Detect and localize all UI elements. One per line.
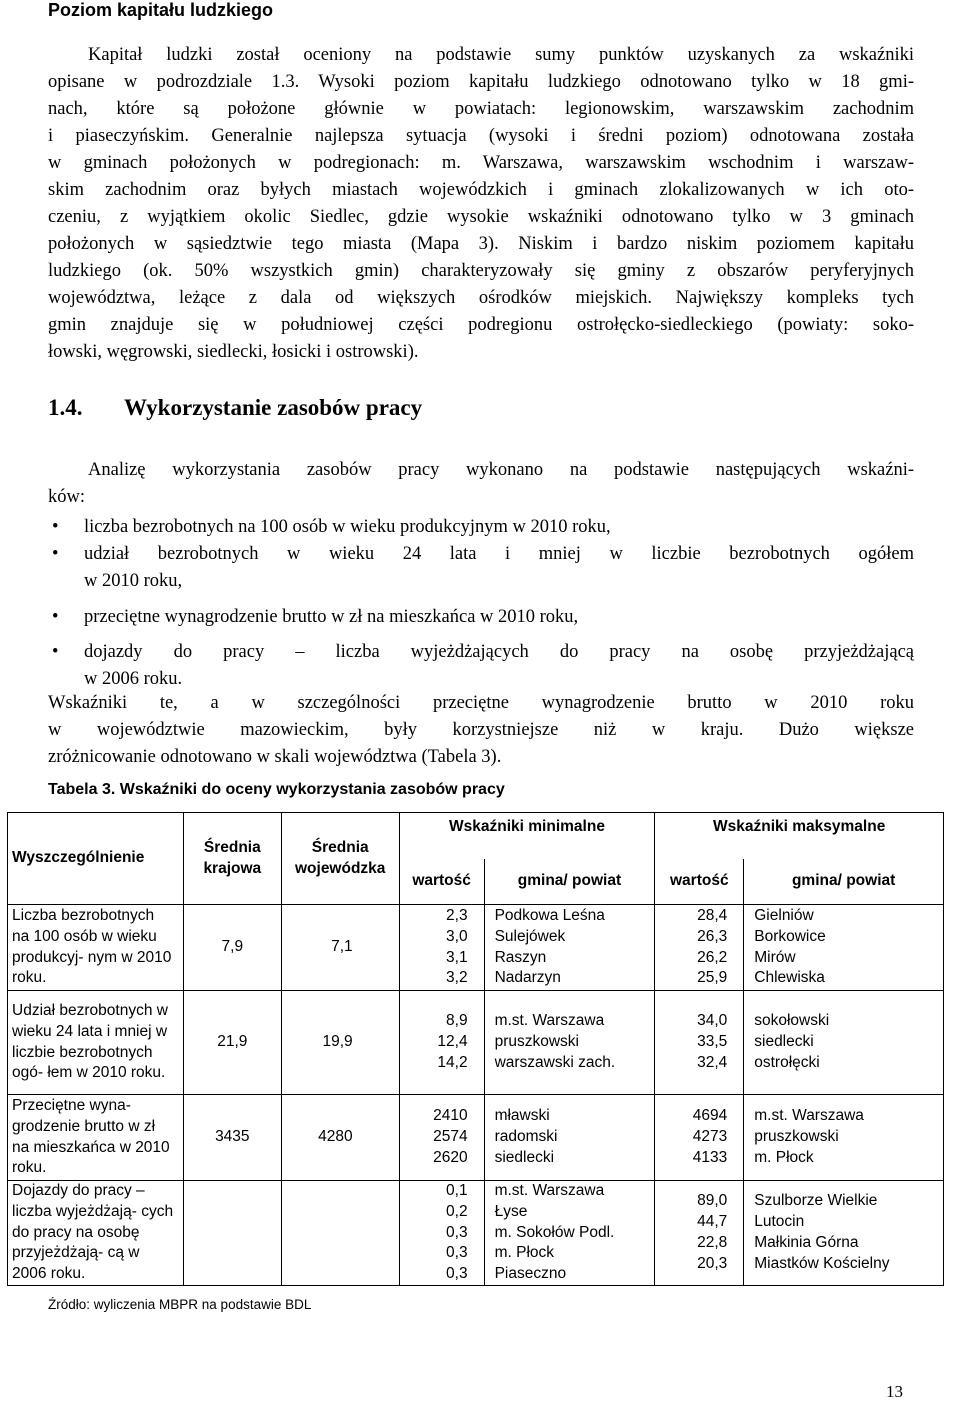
header-min-indicators: Wskaźniki minimalne: [399, 813, 655, 859]
cell-line: 0,3: [446, 1244, 468, 1262]
cell-line: 4694: [692, 1107, 728, 1125]
text-line: województwa, leżące z dala od większych ośrodków miejskich. Największy kompleks tych: [48, 288, 914, 308]
header-national-average: Średnia krajowa: [183, 813, 281, 905]
table-row: [8, 991, 944, 1095]
chapter-number: 1.4.: [48, 395, 83, 420]
text-line: czeniu, z wyjątkiem okolic Siedlec, gdzie wysokie wskaźniki odnotowano tylko w 3 gminach: [48, 207, 914, 227]
cell-line: 4273: [692, 1128, 728, 1146]
cell-line: Sulejówek: [494, 927, 566, 945]
paragraph-summary: [48, 690, 914, 771]
cell-line: 89,0: [697, 1192, 728, 1210]
cell-line: sokołowski: [754, 1012, 830, 1030]
text-line: zróżnicowanie odnotowano w skali województwa (Tabela 3).: [48, 747, 502, 767]
cell-line: m. Sokołów Podl.: [494, 1223, 615, 1241]
cell-line: 0,3: [446, 1265, 468, 1283]
cell-line: 4133: [692, 1148, 728, 1166]
cell-line: Lutocin: [754, 1213, 805, 1231]
max-units: [744, 991, 944, 1095]
chapter-title: Wykorzystanie zasobów pracy: [124, 395, 423, 420]
min-units: [484, 1095, 655, 1181]
cell-line: Mirów: [754, 948, 796, 966]
cell-line: 12,4: [437, 1033, 468, 1051]
indicator-item: [48, 604, 914, 631]
max-units: [744, 1181, 944, 1286]
text-line: położonych w sąsiedztwie tego miasta (Mapa 3). Niskim i bardzo niskim poziomem kapitału: [48, 234, 914, 254]
text-line: skim zachodnim oraz byłych miastach wojewódzkich i gminach zlokalizowanych w ich oto-: [48, 180, 914, 200]
cell-line: 22,8: [697, 1233, 728, 1251]
header-description: Wyszczególnienie: [8, 813, 184, 905]
max-values: [655, 905, 744, 991]
text-line: ków:: [48, 487, 85, 507]
cell-line: 26,2: [697, 948, 728, 966]
cell-line: 28,4: [697, 906, 728, 924]
cell-line: 32,4: [697, 1053, 728, 1071]
text-line: w gminach położonych w podregionach: m. Warszawa, warszawskim wschodnim i warszaw-: [48, 153, 914, 173]
max-values: [655, 1095, 744, 1181]
cell-line: 0,1: [446, 1182, 468, 1199]
voivodeship-average: [281, 1181, 399, 1286]
cell-line: Małkinia Górna: [754, 1233, 859, 1251]
cell-line: Nadarzyn: [494, 969, 561, 987]
text-line: nach, które są położone głównie w powiatach: legionowskim, warszawskim zachodnim: [48, 99, 914, 119]
cell-line: 14,2: [437, 1053, 468, 1071]
chapter-heading: [48, 395, 422, 421]
header-max-indicators: Wskaźniki maksymalne: [655, 813, 944, 859]
cell-line: m.st. Warszawa: [494, 1182, 605, 1199]
cell-line: 3,0: [446, 927, 468, 945]
row-label: Dojazdy do pracy – liczba wyjeżdżają- cych do pracy na osobę przyjeżdżają- cą w 2006 roku.: [8, 1181, 184, 1286]
indicators-table: [7, 812, 944, 1286]
table-body: [8, 905, 944, 1286]
cell-line: 33,5: [697, 1033, 728, 1051]
cell-line: 26,3: [697, 927, 728, 945]
table-caption: Tabela 3. Wskaźniki do oceny wykorzystania zasobów pracy: [48, 781, 505, 798]
cell-line: Łyse: [494, 1202, 528, 1220]
indicator-list: [48, 514, 914, 693]
max-units: [744, 1095, 944, 1181]
cell-line: 20,3: [697, 1254, 728, 1272]
indicator-text: • liczba bezrobotnych na 100 osób w wieku produkcyjnym w 2010 roku,: [84, 517, 611, 537]
header-max-value: wartość: [655, 859, 744, 905]
min-units: [484, 991, 655, 1095]
indicator-text: • dojazdy do pracy – liczba wyjeżdżających do pracy na osobę przyjeżdżającą: [84, 642, 914, 662]
cell-line: 25,9: [697, 969, 728, 987]
min-units: [484, 1181, 655, 1286]
max-values: [655, 1181, 744, 1286]
min-units: [484, 905, 655, 991]
indicator-item: [48, 639, 914, 693]
header-min-value: wartość: [399, 859, 484, 905]
header-min-unit: gmina/ powiat: [484, 859, 655, 905]
cell-line: 2410: [433, 1107, 468, 1125]
indicator-text: • przeciętne wynagrodzenie brutto w zł na mieszkańca w 2010 roku,: [84, 607, 579, 627]
row-label: Udział bezrobotnych w wieku 24 lata i mniej w liczbie bezrobotnych ogó- łem w 2010 roku.: [8, 991, 184, 1095]
cell-line: m. Płock: [494, 1244, 555, 1262]
cell-line: siedlecki: [754, 1033, 814, 1051]
cell-line: pruszkowski: [754, 1128, 839, 1146]
text-line: Wskaźniki te, a w szczególności przeciętne wynagrodzenie brutto w 2010 roku: [48, 693, 914, 713]
cell-line: radomski: [494, 1128, 558, 1146]
row-label: Przeciętne wyna- grodzenie brutto w zł na mieszkańca w 2010 roku.: [8, 1095, 184, 1181]
cell-line: 3,1: [446, 948, 468, 966]
text-line: Analizę wykorzystania zasobów pracy wykonano na podstawie następujących wskaźni-: [88, 460, 914, 480]
text-line: ludzkiego (ok. 50% wszystkich gmin) charakteryzowały się gminy z obszarów peryferyjnych: [48, 261, 914, 281]
table-row: [8, 1095, 944, 1181]
text-line: i piaseczyńskim. Generalnie najlepsza sytuacja (wysoki i średni poziom) odnotowana została: [48, 126, 914, 146]
cell-line: Chlewiska: [754, 969, 825, 987]
text-line: gmin znajduje się w południowej części podregionu ostrołęcko-siedleckiego (powiaty: soko-: [48, 315, 914, 335]
indicator-item: [48, 514, 914, 541]
cell-line: 44,7: [697, 1213, 728, 1231]
cell-line: siedlecki: [494, 1148, 555, 1166]
cell-line: 3,2: [446, 969, 468, 987]
indicator-text: w 2010 roku,: [84, 571, 183, 591]
indicator-text: w 2006 roku.: [84, 669, 183, 689]
national-average: 3435: [183, 1095, 281, 1181]
cell-line: Szulborze Wielkie: [754, 1192, 878, 1210]
cell-line: Miastków Kościelny: [754, 1254, 890, 1272]
cell-line: 0,2: [446, 1202, 468, 1220]
table-row: [8, 1181, 944, 1286]
cell-line: 2,3: [446, 906, 468, 924]
indicator-item: [48, 541, 914, 595]
cell-line: Borkowice: [754, 927, 826, 945]
national-average: 21,9: [183, 991, 281, 1095]
cell-line: m.st. Warszawa: [494, 1012, 605, 1030]
cell-line: 0,3: [446, 1223, 468, 1241]
national-average: 7,9: [183, 905, 281, 991]
cell-line: 34,0: [697, 1012, 728, 1030]
table-row: [8, 905, 944, 991]
row-label: Liczba bezrobotnych na 100 osób w wieku produkcyj- nym w 2010 roku.: [8, 905, 184, 991]
cell-line: Gielniów: [754, 906, 814, 924]
table-source: Źródło: wyliczenia MBPR na podstawie BDL: [48, 1297, 312, 1312]
paragraph-human-capital: [48, 42, 914, 366]
cell-line: 8,9: [446, 1012, 468, 1030]
indicator-text: • udział bezrobotnych w wieku 24 lata i mniej w liczbie bezrobotnych ogółem: [84, 544, 914, 564]
cell-line: m.st. Warszawa: [754, 1107, 864, 1125]
cell-line: m. Płock: [754, 1148, 814, 1166]
cell-line: 2620: [433, 1148, 468, 1166]
cell-line: warszawski zach.: [494, 1053, 616, 1071]
paragraph-intro: [48, 457, 914, 511]
cell-line: Podkowa Leśna: [494, 906, 605, 924]
national-average: [183, 1181, 281, 1286]
text-line: opisane w podrozdziale 1.3. Wysoki poziom kapitału ludzkiego odnotowano tylko w 18 gmi-: [48, 72, 914, 92]
text-line: w województwie mazowieckim, były korzystniejsze niż w kraju. Dużo większe: [48, 720, 914, 740]
min-values: [399, 1181, 484, 1286]
header-max-unit: gmina/ powiat: [744, 859, 944, 905]
cell-line: 2574: [433, 1128, 468, 1146]
voivodeship-average: 7,1: [281, 905, 399, 991]
voivodeship-average: 19,9: [281, 991, 399, 1095]
cell-line: pruszkowski: [494, 1033, 579, 1051]
text-line: Kapitał ludzki został oceniony na podstawie sumy punktów uzyskanych za wskaźniki: [88, 45, 914, 65]
page-number: 13: [886, 1382, 903, 1401]
min-values: [399, 991, 484, 1095]
max-units: [744, 905, 944, 991]
cell-line: Raszyn: [494, 948, 547, 966]
cell-line: Piaseczno: [494, 1265, 567, 1283]
header-voivodeship-average: Średnia wojewódzka: [281, 813, 399, 905]
section-heading: Poziom kapitału ludzkiego: [48, 0, 274, 20]
min-values: [399, 1095, 484, 1181]
cell-line: mławski: [494, 1107, 550, 1125]
min-values: [399, 905, 484, 991]
cell-line: ostrołęcki: [754, 1053, 820, 1071]
voivodeship-average: 4280: [281, 1095, 399, 1181]
text-line: łowski, węgrowski, siedlecki, łosicki i ostrowski).: [48, 342, 419, 362]
max-values: [655, 991, 744, 1095]
